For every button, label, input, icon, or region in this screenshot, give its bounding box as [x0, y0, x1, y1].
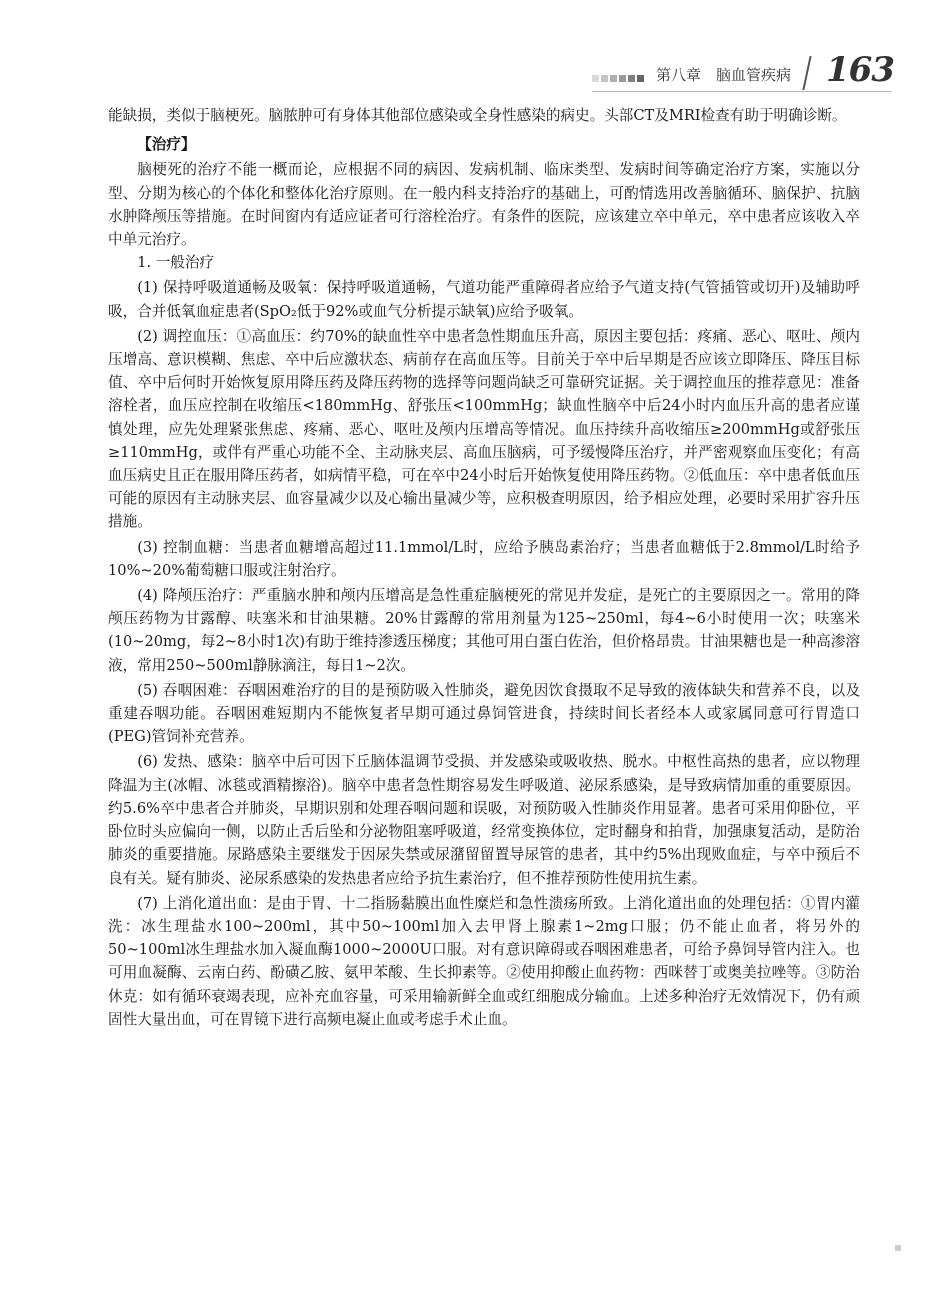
header-square — [592, 75, 599, 82]
header-decoration — [592, 68, 646, 87]
page-number: 163 — [826, 50, 894, 90]
page-body — [108, 104, 860, 1031]
header-square — [601, 75, 608, 82]
paragraph-treatment-overview: 脑梗死的治疗不能一概而论，应根据不同的病因、发病机制、临床类型、发病时间等确定治疗方案，实施以分型、分期为核心的个体化和整体化治疗原则。在一般内科支持治疗的基础上，可酌情选用改善脑循环、脑保护、抗脑水肿降颅压等措施。在时间窗内有适应证者可行溶栓治疗。有条件的医院，应该建立卒中单元，卒中患者应该收入卒中单元治疗。 — [108, 161, 860, 249]
paragraph-fever-infection: (6) 发热、感染：脑卒中后可因下丘脑体温调节受损、并发感染或吸收热、脱水。中枢性高热的患者，应以物理降温为主(冰帽、冰毯或酒精擦浴)。脑卒中患者急性期容易发生呼吸道、泌尿系感染，是导致病情加重的重要原因。约5.6%卒中患者合并肺炎，早期识别和处理吞咽问题和误吸，对预防吸入性肺炎作用显著。患者可采用仰卧位，平卧位时头应偏向一侧，以防止舌后坠和分泌物阻塞呼吸道，经常变换体位，定时翻身和拍背，加强康复活动，是防治肺炎的重要措施。尿路感染主要继发于因尿失禁或尿潴留留置导尿管的患者，其中约5%出现败血症，与卒中预后不良有关。疑有肺炎、泌尿系感染的发热患者应给予抗生素治疗，但不推荐预防性使用抗生素。 — [108, 753, 860, 887]
page-header — [0, 50, 950, 98]
paragraph-continued: 能缺损，类似于脑梗死。脑脓肿可有身体其他部位感染或全身性感染的病史。头部CT及MRI检查有助于明确诊断。 — [108, 107, 847, 124]
paragraph-gi-bleeding: (7) 上消化道出血：是由于胃、十二指肠黏膜出血性糜烂和急性溃疡所致。上消化道出血的处理包括：①胃内灌洗：冰生理盐水100~200ml，其中50~100ml加入去甲肾上腺素1~2mg口服；仍不能止血者，将另外的50~100ml冰生理盐水加入凝血酶1000~2000U口服。对有意识障碍或吞咽困难患者，可给予鼻饲导管内注入。也可用血凝酶、云南白药、酚磺乙胺、氨甲苯酸、生长抑素等。②使用抑酸止血药物：西咪替丁或奥美拉唑等。③防治休克：如有循环衰竭表现，应补充血容量，可采用输新鲜全血或红细胞成分输血。上述多种治疗无效情况下，仍有顽固性大量出血，可在胃镜下进行高频电凝止血或考虑手术止血。 — [108, 894, 860, 1028]
chapter-title: 第八章 脑血管疾病 — [656, 66, 792, 84]
paragraph-intracranial-pressure: (4) 降颅压治疗：严重脑水肿和颅内压增高是急性重症脑梗死的常见并发症，是死亡的主要原因之一。常用的降颅压药物为甘露醇、呋塞米和甘油果糖。20%甘露醇的常用剂量为125~250ml，每4~6小时使用一次；呋塞米(10~20mg，每2~8小时1次)有助于维持渗透压梯度；其他可用白蛋白佐治，但价格昂贵。甘油果糖也是一种高渗溶液，常用250~500ml静脉滴注，每日1~2次。 — [108, 587, 860, 674]
header-square — [628, 75, 635, 82]
header-square — [637, 75, 644, 82]
header-square — [619, 75, 626, 82]
subheading-general-treatment: 1. 一般治疗 — [137, 254, 215, 272]
paragraph-airway: (1) 保持呼吸道通畅及吸氧：保持呼吸道通畅，气道功能严重障碍者应给予气道支持(气管插管或切开)及辅助呼吸，合并低氧血症患者(SpO₂低于92%或血气分析提示缺氧)应给予吸氧。 — [108, 279, 860, 320]
header-divider — [802, 56, 811, 90]
paragraph-blood-pressure: (2) 调控血压：①高血压：约70%的缺血性卒中患者急性期血压升高，原因主要包括：疼痛、恶心、呕吐、颅内压增高、意识模糊、焦虑、卒中后应激状态、病前存在高血压等。目前关于卒中后早期是否应该立即降压、降压目标值、卒中后何时开始恢复原用降压药及降压药物的选择等问题尚缺乏可靠研究证据。关于调控血压的推荐意见：准备溶栓者，血压应控制在收缩压<180mmHg、舒张压<100mmHg；缺血性脑卒中后24小时内血压升高的患者应谨慎处理，应先处理紧张焦虑、疼痛、恶心、呕吐及颅内压增高等情况。血压持续升高收缩压≥200mmHg或舒张压≥110mmHg，或伴有严重心功能不全、主动脉夹层、高血压脑病，可予缓慢降压治疗，并严密观察血压变化；有高血压病史且正在服用降压药者，如病情平稳，可在卒中24小时后开始恢复使用降压药物。②低血压：卒中患者低血压可能的原因有主动脉夹层、血容量减少以及心输出量减少等，应积极查明原因，给予相应处理，必要时采用扩容升压措施。 — [108, 327, 860, 531]
corner-mark — [895, 1245, 901, 1251]
header-rule — [592, 91, 892, 92]
paragraph-blood-glucose: (3) 控制血糖：当患者血糖增高超过11.1mmol/L时，应给予胰岛素治疗；当患者血糖低于2.8mmol/L时给予10%~20%葡萄糖口服或注射治疗。 — [108, 538, 860, 579]
header-square — [610, 75, 617, 82]
section-title-treatment: 【治疗】 — [137, 136, 196, 154]
paragraph-dysphagia: (5) 吞咽困难：吞咽困难治疗的目的是预防吸入性肺炎，避免因饮食摄取不足导致的液体缺失和营养不良，以及重建吞咽功能。吞咽困难短期内不能恢复者早期可通过鼻饲管进食，持续时间长者经本人或家属同意可行胃造口(PEG)管饲补充营养。 — [108, 681, 860, 746]
